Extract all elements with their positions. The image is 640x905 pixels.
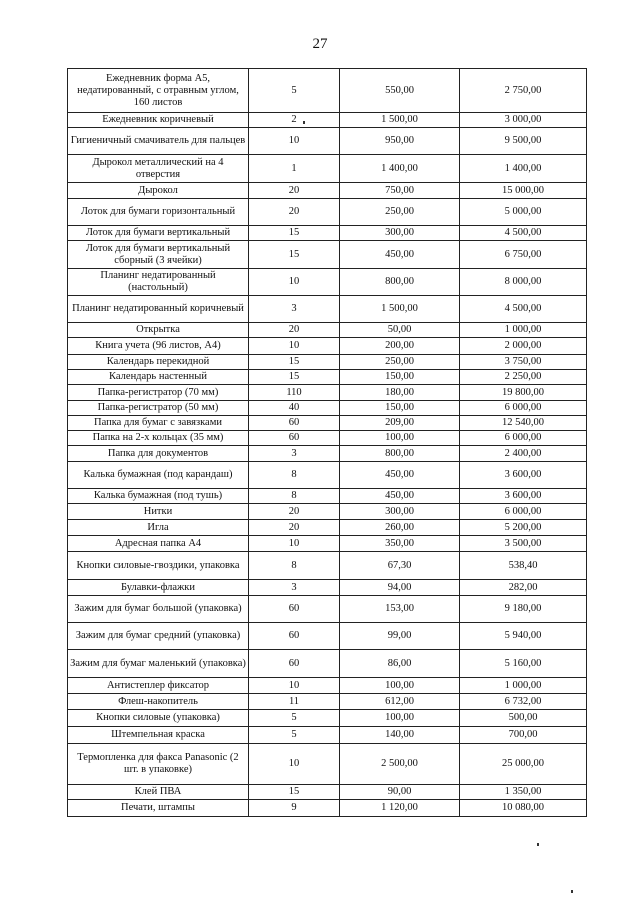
table-row <box>68 128 587 155</box>
item-name-cell: Калька бумажная (под карандаш) <box>68 462 249 489</box>
unit-price-cell: 1 120,00 <box>340 800 460 817</box>
unit-price-cell: 1 400,00 <box>340 155 460 183</box>
quantity-cell: 10 <box>249 678 340 694</box>
unit-price-cell: 260,00 <box>340 520 460 536</box>
item-name-cell: Папка-регистратор (70 мм) <box>68 385 249 401</box>
item-name-cell: Папка для бумаг с завязками <box>68 416 249 431</box>
table-row <box>68 462 587 489</box>
unit-price-cell: 150,00 <box>340 401 460 416</box>
table-row <box>68 183 587 199</box>
table-row <box>68 446 587 462</box>
scan-speck <box>571 890 573 893</box>
total-sum-cell: 4 500,00 <box>460 226 587 241</box>
unit-price-cell: 750,00 <box>340 183 460 199</box>
quantity-cell: 8 <box>249 489 340 504</box>
unit-price-cell: 209,00 <box>340 416 460 431</box>
table-row <box>68 355 587 370</box>
total-sum-cell: 3 500,00 <box>460 536 587 552</box>
item-name-cell: Кнопки силовые-гвоздики, упаковка <box>68 552 249 580</box>
item-name-cell: Лоток для бумаги горизонтальный <box>68 199 249 226</box>
unit-price-cell: 94,00 <box>340 580 460 596</box>
item-name-cell: Игла <box>68 520 249 536</box>
quantity-cell: 20 <box>249 504 340 520</box>
table-row <box>68 69 587 113</box>
quantity-cell: 3 <box>249 296 340 323</box>
table-row <box>68 596 587 623</box>
table-row <box>68 744 587 785</box>
quantity-cell: 20 <box>249 199 340 226</box>
total-sum-cell: 25 000,00 <box>460 744 587 785</box>
item-name-cell: Планинг недатированный (настольный) <box>68 269 249 296</box>
item-name-cell: Дырокол <box>68 183 249 199</box>
unit-price-cell: 100,00 <box>340 678 460 694</box>
item-name-cell: Папка на 2-х кольцах (35 мм) <box>68 431 249 446</box>
item-name-cell: Лоток для бумаги вертикальный сборный (3 ячейки) <box>68 241 249 269</box>
total-sum-cell: 6 750,00 <box>460 241 587 269</box>
table-row <box>68 269 587 296</box>
item-name-cell: Календарь настенный <box>68 370 249 385</box>
unit-price-cell: 250,00 <box>340 355 460 370</box>
total-sum-cell: 2 400,00 <box>460 446 587 462</box>
item-name-cell: Антистеплер фиксатор <box>68 678 249 694</box>
total-sum-cell: 5 160,00 <box>460 650 587 678</box>
item-name-cell: Зажим для бумаг большой (упаковка) <box>68 596 249 623</box>
item-name-cell: Планинг недатированный коричневый <box>68 296 249 323</box>
page-number: 27 <box>312 36 328 52</box>
table-row <box>68 552 587 580</box>
unit-price-cell: 150,00 <box>340 370 460 385</box>
quantity-cell: 5 <box>249 69 340 113</box>
unit-price-cell: 1 500,00 <box>340 296 460 323</box>
quantity-cell: 10 <box>249 269 340 296</box>
item-name-cell: Папка для документов <box>68 446 249 462</box>
quantity-cell: 10 <box>249 536 340 552</box>
unit-price-cell: 250,00 <box>340 199 460 226</box>
total-sum-cell: 3 750,00 <box>460 355 587 370</box>
unit-price-cell: 200,00 <box>340 338 460 355</box>
total-sum-cell: 500,00 <box>460 710 587 727</box>
total-sum-cell: 8 000,00 <box>460 269 587 296</box>
unit-price-cell: 450,00 <box>340 489 460 504</box>
table-row <box>68 489 587 504</box>
unit-price-cell: 350,00 <box>340 536 460 552</box>
total-sum-cell: 6 000,00 <box>460 431 587 446</box>
quantity-cell: 3 <box>249 580 340 596</box>
unit-price-cell: 67,30 <box>340 552 460 580</box>
quantity-cell: 15 <box>249 226 340 241</box>
total-sum-cell: 1 350,00 <box>460 785 587 800</box>
total-sum-cell: 5 000,00 <box>460 199 587 226</box>
quantity-cell: 10 <box>249 744 340 785</box>
item-name-cell: Календарь перекидной <box>68 355 249 370</box>
quantity-cell: 10 <box>249 338 340 355</box>
item-name-cell: Кнопки силовые (упаковка) <box>68 710 249 727</box>
unit-price-cell: 450,00 <box>340 462 460 489</box>
unit-price-cell: 450,00 <box>340 241 460 269</box>
table-row <box>68 520 587 536</box>
table-row <box>68 727 587 744</box>
item-name-cell: Зажим для бумаг маленький (упаковка) <box>68 650 249 678</box>
scan-speck <box>537 843 539 846</box>
item-name-cell: Адресная папка А4 <box>68 536 249 552</box>
total-sum-cell: 5 940,00 <box>460 623 587 650</box>
table-row <box>68 241 587 269</box>
total-sum-cell: 9 500,00 <box>460 128 587 155</box>
unit-price-cell: 100,00 <box>340 710 460 727</box>
quantity-cell: 8 <box>249 462 340 489</box>
total-sum-cell: 12 540,00 <box>460 416 587 431</box>
total-sum-cell: 9 180,00 <box>460 596 587 623</box>
quantity-cell: 11 <box>249 694 340 710</box>
item-name-cell: Флеш-накопитель <box>68 694 249 710</box>
total-sum-cell: 19 800,00 <box>460 385 587 401</box>
total-sum-cell: 6 732,00 <box>460 694 587 710</box>
quantity-cell: 15 <box>249 241 340 269</box>
total-sum-cell: 6 000,00 <box>460 401 587 416</box>
total-sum-cell: 1 000,00 <box>460 678 587 694</box>
item-name-cell: Дырокол металлический на 4 отверстия <box>68 155 249 183</box>
quantity-cell: 60 <box>249 623 340 650</box>
total-sum-cell: 2 750,00 <box>460 69 587 113</box>
unit-price-cell: 550,00 <box>340 69 460 113</box>
unit-price-cell: 50,00 <box>340 323 460 338</box>
table-row <box>68 155 587 183</box>
table-row <box>68 226 587 241</box>
unit-price-cell: 300,00 <box>340 504 460 520</box>
table-row <box>68 504 587 520</box>
item-name-cell: Термопленка для факса Panasonic (2 шт. в упаковке) <box>68 744 249 785</box>
quantity-cell: 60 <box>249 596 340 623</box>
unit-price-cell: 950,00 <box>340 128 460 155</box>
total-sum-cell: 282,00 <box>460 580 587 596</box>
quantity-cell: 5 <box>249 727 340 744</box>
item-name-cell: Папка-регистратор (50 мм) <box>68 401 249 416</box>
total-sum-cell: 3 000,00 <box>460 113 587 128</box>
unit-price-cell: 300,00 <box>340 226 460 241</box>
item-name-cell: Калька бумажная (под тушь) <box>68 489 249 504</box>
unit-price-cell: 99,00 <box>340 623 460 650</box>
table-row <box>68 536 587 552</box>
total-sum-cell: 15 000,00 <box>460 183 587 199</box>
table-row <box>68 113 587 128</box>
quantity-cell: 15 <box>249 370 340 385</box>
unit-price-cell: 140,00 <box>340 727 460 744</box>
item-name-cell: Нитки <box>68 504 249 520</box>
unit-price-cell: 153,00 <box>340 596 460 623</box>
quantity-cell: 15 <box>249 785 340 800</box>
quantity-cell: 60 <box>249 431 340 446</box>
unit-price-cell: 1 500,00 <box>340 113 460 128</box>
scan-speck <box>303 121 305 124</box>
quantity-cell: 8 <box>249 552 340 580</box>
total-sum-cell: 700,00 <box>460 727 587 744</box>
table-row <box>68 650 587 678</box>
unit-price-cell: 2 500,00 <box>340 744 460 785</box>
unit-price-cell: 800,00 <box>340 269 460 296</box>
total-sum-cell: 3 600,00 <box>460 462 587 489</box>
quantity-cell: 60 <box>249 650 340 678</box>
quantity-cell: 1 <box>249 155 340 183</box>
table-row <box>68 800 587 817</box>
item-name-cell: Лоток для бумаги вертикальный <box>68 226 249 241</box>
unit-price-cell: 180,00 <box>340 385 460 401</box>
table-row <box>68 323 587 338</box>
table-row <box>68 385 587 401</box>
unit-price-cell: 100,00 <box>340 431 460 446</box>
quantity-cell: 15 <box>249 355 340 370</box>
table-row <box>68 338 587 355</box>
table-row <box>68 296 587 323</box>
item-name-cell: Открытка <box>68 323 249 338</box>
quantity-cell: 20 <box>249 520 340 536</box>
quantity-cell: 40 <box>249 401 340 416</box>
item-name-cell: Клей ПВА <box>68 785 249 800</box>
total-sum-cell: 6 000,00 <box>460 504 587 520</box>
table-row <box>68 370 587 385</box>
total-sum-cell: 2 250,00 <box>460 370 587 385</box>
unit-price-cell: 86,00 <box>340 650 460 678</box>
quantity-cell: 20 <box>249 323 340 338</box>
item-name-cell: Ежедневник форма А5, недатированный, с отравным углом, 160 листов <box>68 69 249 113</box>
quantity-cell: 20 <box>249 183 340 199</box>
item-name-cell: Гигиеничный смачиватель для пальцев <box>68 128 249 155</box>
total-sum-cell: 2 000,00 <box>460 338 587 355</box>
quantity-cell: 5 <box>249 710 340 727</box>
total-sum-cell: 10 080,00 <box>460 800 587 817</box>
item-name-cell: Зажим для бумаг средний (упаковка) <box>68 623 249 650</box>
table-row <box>68 678 587 694</box>
supplies-table <box>67 68 587 817</box>
quantity-cell: 2 <box>249 113 340 128</box>
quantity-cell: 10 <box>249 128 340 155</box>
table-row <box>68 580 587 596</box>
quantity-cell: 110 <box>249 385 340 401</box>
table-row <box>68 416 587 431</box>
item-name-cell: Печати, штампы <box>68 800 249 817</box>
quantity-cell: 9 <box>249 800 340 817</box>
total-sum-cell: 1 000,00 <box>460 323 587 338</box>
table-row <box>68 199 587 226</box>
table-row <box>68 785 587 800</box>
total-sum-cell: 1 400,00 <box>460 155 587 183</box>
total-sum-cell: 538,40 <box>460 552 587 580</box>
unit-price-cell: 612,00 <box>340 694 460 710</box>
total-sum-cell: 3 600,00 <box>460 489 587 504</box>
table-row <box>68 401 587 416</box>
table-row <box>68 710 587 727</box>
table-row <box>68 694 587 710</box>
quantity-cell: 3 <box>249 446 340 462</box>
unit-price-cell: 90,00 <box>340 785 460 800</box>
unit-price-cell: 800,00 <box>340 446 460 462</box>
total-sum-cell: 4 500,00 <box>460 296 587 323</box>
item-name-cell: Ежедневник коричневый <box>68 113 249 128</box>
table-row <box>68 431 587 446</box>
item-name-cell: Книга учета (96 листов, А4) <box>68 338 249 355</box>
table-row <box>68 623 587 650</box>
item-name-cell: Булавки-флажки <box>68 580 249 596</box>
item-name-cell: Штемпельная краска <box>68 727 249 744</box>
quantity-cell: 60 <box>249 416 340 431</box>
total-sum-cell: 5 200,00 <box>460 520 587 536</box>
